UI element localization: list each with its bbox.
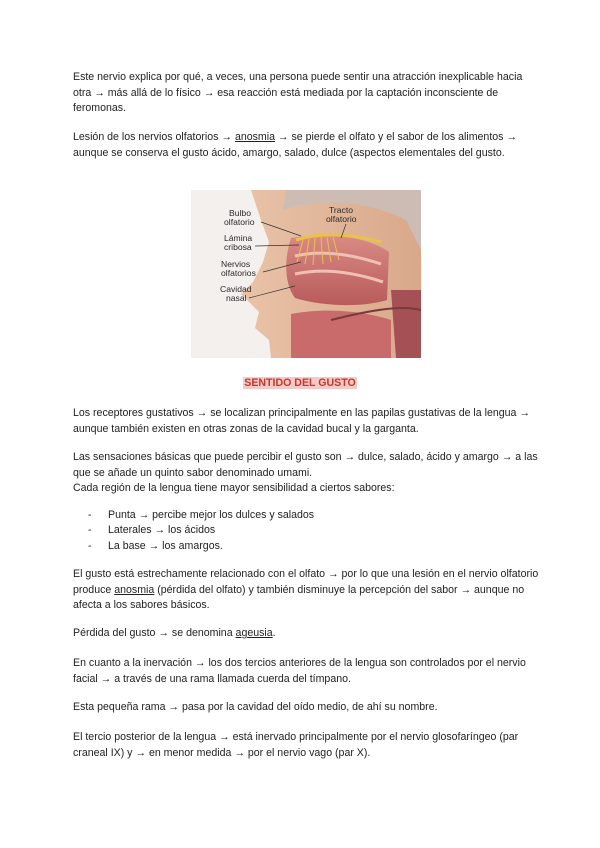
section-title (0, 376, 600, 390)
taste-regions-list (88, 508, 314, 554)
paragraph-text: . (272, 627, 276, 639)
paragraph-text: → se pierde el olfato y el sabor de los alimentos → aunque se conserva el gusto ácido, amargo, salado, dulce (aspectos elementales del gusto. (73, 131, 517, 159)
section-title-text: SENTIDO DEL GUSTO (244, 377, 356, 389)
paragraph-ageusia (73, 626, 543, 642)
paragraph-text: Lesión de los nervios olfatorios → (73, 131, 235, 143)
label-lamina-cribosa: cribosa (224, 242, 252, 252)
paragraph-text: (pérdida del olfato) y también disminuye la percepción del sabor → aunque no afecta a los sabores básicos. (73, 583, 525, 612)
term-anosmia: anosmia (114, 583, 155, 596)
paragraph-lesion-olfatorios (73, 130, 543, 161)
paragraph-text: Los receptores gustativos → se localizan principalmente en las papilas gustativas de la lengua → aunque también existen en otras zonas de la cavidad bucal y la garganta. (73, 407, 530, 435)
term-ageusia: ageusia (235, 627, 273, 639)
paragraph-gusto-olfato (73, 567, 543, 614)
label-tracto-olfatorio: Tracto (329, 205, 354, 215)
paragraph-text: Esta pequeña rama → pasa por la cavidad del oído medio, de ahí su nombre. (73, 701, 438, 713)
paragraph-receptores (73, 406, 543, 437)
term-anosmia: anosmia (234, 131, 275, 143)
paragraph-tercio-posterior (73, 730, 543, 761)
paragraph-text: Cada región de la lengua tiene mayor sensibilidad a ciertos sabores: (73, 482, 395, 495)
paragraph-pequena-rama (73, 700, 543, 716)
list-item: - Laterales → los ácidos (88, 523, 314, 538)
list-item: - Punta → percibe mejor los dulces y salados (88, 508, 314, 523)
label-bulbo-olfatorio: olfatorio (224, 217, 255, 227)
nasal-cavity-illustration (191, 190, 421, 358)
label-bulbo-olfatorio: Bulbo (229, 208, 251, 218)
paragraph-text: Pérdida del gusto → se denomina (73, 627, 236, 639)
paragraph-inervacion (73, 656, 543, 687)
label-nervios-olfatorios: olfatorios (221, 268, 256, 278)
paragraph-feromonas (73, 70, 543, 117)
paragraph-text: En cuanto a la inervación → los dos tercios anteriores de la lengua son controlados por el nervio facial → a través de una rama llamada cuerda del tímpano. (73, 657, 526, 685)
label-cavidad-nasal: Cavidad (220, 284, 252, 294)
label-nervios-olfatorios: Nervios (221, 259, 251, 269)
pharynx (391, 290, 421, 358)
paragraph-text: Este nervio explica por qué, a veces, una persona puede sentir una atracción inexplicable hacia otra → más allá de lo físico → esa reacción está mediada por la captación inconsciente de feromonas. (73, 71, 523, 115)
label-cavidad-nasal: nasal (226, 293, 247, 303)
label-tracto-olfatorio: olfatorio (326, 214, 357, 224)
label-lamina-cribosa: Lámina (224, 233, 253, 243)
paragraph-text: El gusto está estrechamente relacionado con el olfato → por lo que una lesión en el nervio olfatorio produce (73, 568, 539, 596)
paragraph-text: El tercio posterior de la lengua → está inervado principalmente por el nervio glosofaríngeo (par craneal IX) y → en menor medida → por el nervio vago (par X). (73, 731, 519, 759)
list-item: - La base → los amargos. (88, 539, 314, 554)
paragraph-text: Las sensaciones básicas que puede percibir el gusto son → dulce, salado, ácido y amargo → a las que se añade un quinto sabor denominado umami. (73, 451, 538, 479)
paragraph-sensaciones (73, 450, 543, 497)
